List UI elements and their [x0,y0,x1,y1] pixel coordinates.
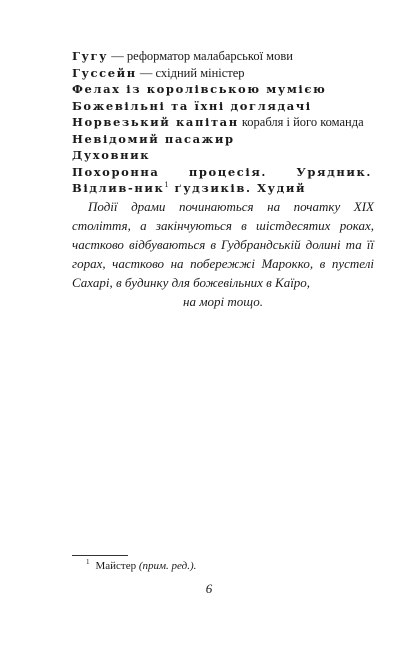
footnote-editor-note: (прим. ред.). [138,560,197,572]
cast-entry-procession [72,164,372,197]
role-name: Норвезький капітан [72,115,239,129]
role-name: Невідомий пасажир [72,131,235,146]
footnote-text: Майстер [95,560,137,572]
cast-entry-hussein [72,65,372,82]
role-name: Фелах із королівською мумією [72,82,327,96]
role-description: корабля і його команда [238,115,364,129]
footnote-number: 1 [86,558,90,567]
setting-text-last-line: на морі тощо. [183,294,263,309]
role-name: Гугу [72,49,109,63]
cast-entry-confessor [72,147,372,164]
role-description: — реформатор малабарської мови [108,49,293,63]
role-name: Гуссейн [72,65,137,80]
footnote [86,559,196,573]
setting-text: Події драми починаються на початку XIX століття, а закінчуються в шістдесятих роках, частково відбуваються в Гудбрандській долині та її горах, частково на побережжі Марокко, в пустелі Сахарі, в будинку для божевільних в Каїро, [72,199,374,290]
cast-list [72,48,372,197]
footnote-divider [72,555,128,556]
cast-entry-norwegian-captain [72,114,372,131]
cast-entry-fellah [72,81,372,98]
cast-entry-gugu [72,48,372,65]
page-number: 6 [205,581,213,596]
setting-paragraph [72,197,374,311]
role-name: Божевільні та їхні доглядачі [72,98,312,113]
role-name: ґудзиків. Худий [168,181,307,195]
role-name: Духовник [72,148,151,162]
footnote-reference: 1 [164,181,169,190]
cast-entry-unknown-passenger [72,131,372,148]
role-description: — східний міністер [136,65,245,80]
role-name: Похоронна процесія. Урядник. Відлив-ник [72,164,372,195]
cast-entry-madmen [72,98,372,115]
